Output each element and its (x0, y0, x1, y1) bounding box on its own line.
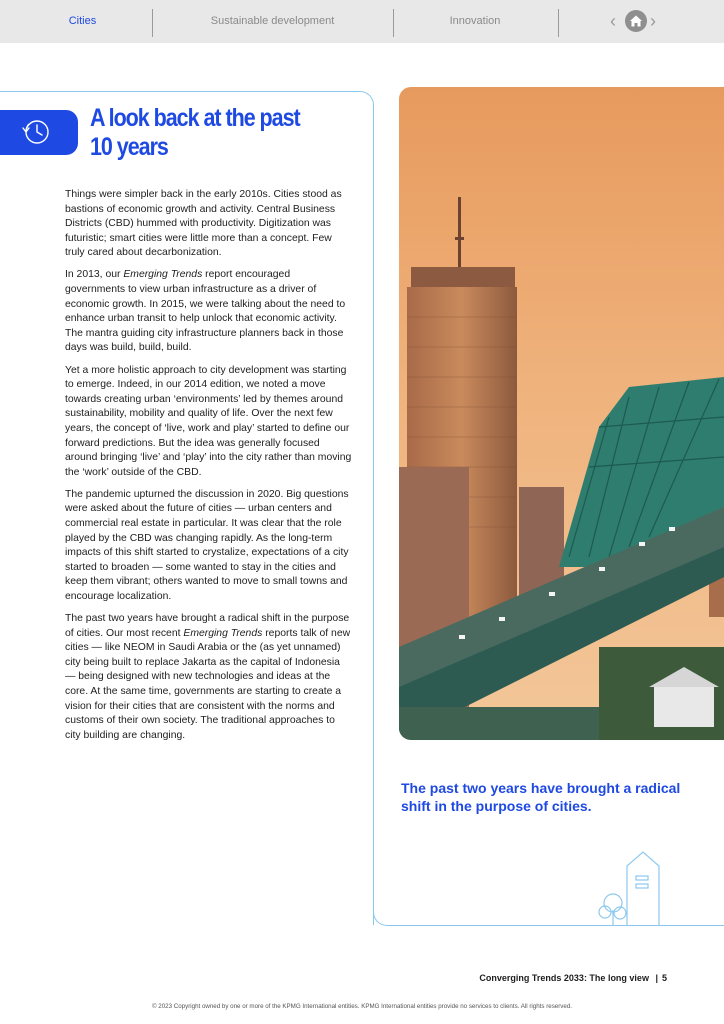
tab-innovation[interactable]: Innovation (449, 15, 501, 27)
city-skyline-bridge-photo (399, 87, 724, 740)
prev-page-icon[interactable]: ‹ (610, 11, 616, 31)
paragraph-5-text: reports talk of new cities — like NEOM in Saudi Arabia or the (as yet unnamed) city being built to replace Jakarta as the capital of Indonesia — being designed with new technologies and ideas at the core. At the same time, governments are starting to create a vision for their cities that are consistent with the norms and customs of their own society. The traditional approaches to city building are changing. (65, 627, 351, 741)
footer-title (479, 973, 658, 983)
copyright-notice: © 2023 Copyright owned by one or more of the KPMG International entities. KPMG International entities provide no services to clients. All rights reserved. (151, 1003, 573, 1010)
pull-quote: The past two years have brought a radical shift in the purpose of cities. (401, 780, 681, 814)
paragraph-1: Things were simpler back in the early 2010s. Cities stood as bastions of economic growth and activity. Central Business Districts (CBD) hummed with productivity. Digitization was futuristic; smart cities were little more than a concept. Few truly cared about decarbonization. (65, 189, 342, 259)
paragraph-2-text: report encouraged governments to view urban infrastructure as a driver of economic growth. In 2015, we were talking about the need to enhance urban transit to help unlock that economic activity. The mantra guiding city infrastructure planners back in those days was build, build, build. (65, 269, 346, 354)
tab-sustainable-development[interactable]: Sustainable development (210, 15, 335, 27)
report-name: Emerging Trends (123, 269, 203, 281)
footer-report-title: Converging Trends 2033: The long view (479, 973, 649, 983)
page-title (90, 104, 314, 162)
paragraph-5-text: The past two years have brought a radical shift in the purpose of cities. Our most recent (65, 613, 350, 639)
home-icon[interactable] (625, 10, 647, 32)
paragraph-2-text: In 2013, our (65, 269, 124, 281)
tab-cities[interactable]: Cities (68, 15, 97, 27)
top-nav (0, 0, 724, 43)
section-badge (0, 110, 78, 155)
article-body (65, 188, 353, 751)
tree-building-doodle-icon (593, 848, 663, 928)
paragraph-5 (65, 612, 353, 743)
paragraph-2 (65, 268, 353, 356)
page-title-line-1: A look back at the past (90, 104, 300, 132)
next-page-icon[interactable]: › (650, 11, 656, 31)
nav-divider (393, 9, 394, 37)
history-clock-icon (20, 116, 52, 148)
footer-separator: | (655, 973, 658, 983)
page-title-line-2: 10 years (90, 133, 168, 161)
page-number: 5 (662, 973, 668, 983)
report-name: Emerging Trends (183, 627, 263, 639)
paragraph-4: The pandemic upturned the discussion in 2020. Big questions were asked about the future of cities — urban centers and commercial real estate in particular. It was clear that the role played by the CBD was changing rapidly. As the long-term impacts of this shift started to crystalize, expectations of a city started to broaden — some wanted to stay in the cities and keep them vibrant; others wanted to move to small towns and encourage localization. (65, 488, 349, 602)
nav-divider (558, 9, 559, 37)
paragraph-3: Yet a more holistic approach to city development was starting to emerge. Indeed, in our 2014 edition, we noted a move towards creating urban ‘environments’ led by themes around sustainability, mobility and quality of life. Over the next few years, the concept of ‘live, work and play’ started to define our forward predictions. But the idea was generally focused around bringing ‘live’ and ‘play’ into the city rather than moving the ‘work’ outside of the CBD. (65, 364, 352, 478)
nav-divider (152, 9, 153, 37)
